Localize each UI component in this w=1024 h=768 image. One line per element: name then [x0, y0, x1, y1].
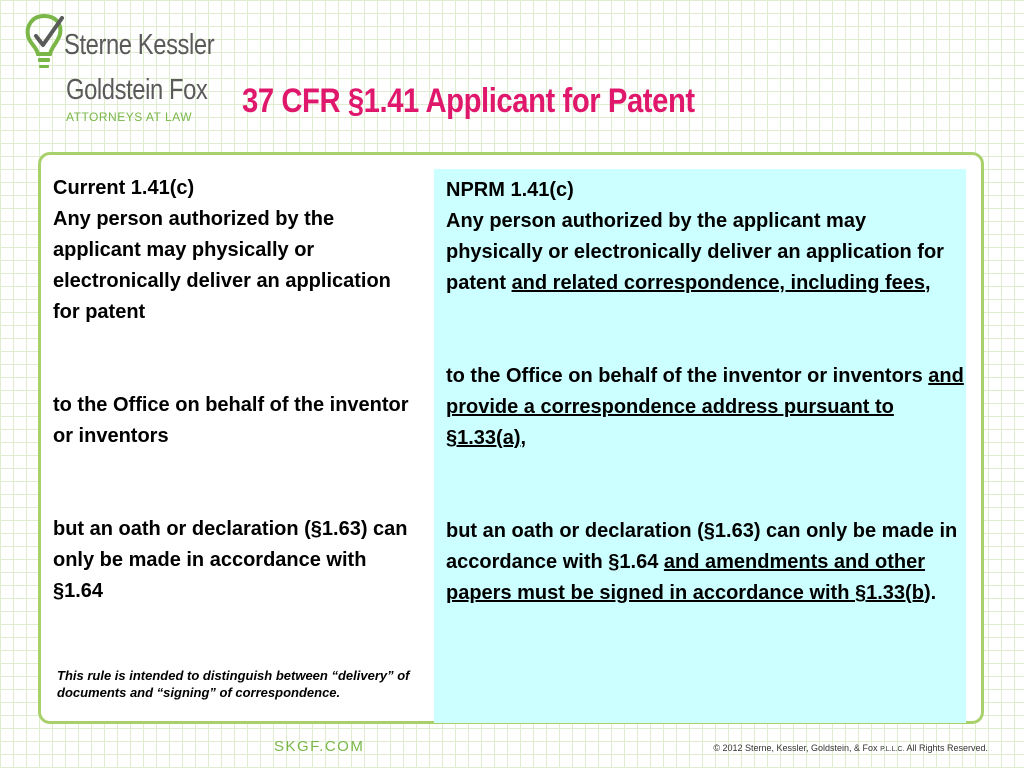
current-rule-text-3: but an oath or declaration (§1.63) can only be made in accordance with §1.64	[53, 518, 408, 602]
nprm-text-1-plain: Any person authorized by the applicant may physically or electronically deliver an application for patent	[446, 210, 944, 294]
nprm-text-3-end: ).	[923, 582, 937, 604]
copyright-entity: P.L.L.C.	[880, 746, 905, 753]
nprm-text-3-plain: but an oath or declaration (§1.63) can only be made in accordance with §1.64	[446, 520, 958, 573]
rule-note: This rule is intended to distinguish between “delivery” of documents and “signing” of correspondence.	[57, 668, 410, 700]
nprm-rule-heading: NPRM 1.41(c)	[446, 179, 574, 201]
content-frame	[38, 152, 984, 724]
nprm-rule-column	[434, 169, 966, 723]
lightbulb-check-icon	[24, 12, 68, 72]
nprm-text-1-end: ,	[925, 272, 931, 294]
copyright-rights: All Rights Reserved.	[904, 743, 988, 753]
current-rule-text-1: Any person authorized by the applicant may physically or electronically deliver an application for patent	[53, 208, 391, 323]
slide-title: 37 CFR §1.41 Applicant for Patent	[242, 82, 695, 120]
logo-subtitle: ATTORNEYS AT LAW	[66, 110, 193, 124]
nprm-rule-text-3	[446, 516, 966, 609]
nprm-text-1-underlined: and related correspondence, including fees	[511, 272, 925, 294]
nprm-text-3-underlined: and amendments and other papers must be signed in accordance with	[446, 551, 926, 604]
nprm-rule-text-1	[446, 206, 966, 299]
logo-line-2: Goldstein Fox	[66, 74, 208, 106]
current-rule-column	[53, 173, 421, 723]
logo-line-1: Sterne Kessler	[64, 29, 215, 61]
copyright-text: © 2012 Sterne, Kessler, Goldstein, & Fox	[713, 743, 881, 753]
nprm-text-3-citation: §1.33(b	[855, 582, 924, 604]
nprm-text-2-underlined: and provide a correspondence address pursuant to	[446, 365, 964, 418]
footer-url: SKGF.COM	[274, 738, 365, 755]
nprm-rule-text-2	[446, 361, 966, 454]
current-rule-heading: Current 1.41(c)	[53, 177, 195, 199]
nprm-text-2-citation: §1.33(a),	[446, 427, 527, 449]
current-rule-text-2: to the Office on behalf of the inventor or inventors	[53, 394, 409, 447]
firm-logo	[24, 12, 214, 130]
footer-copyright	[713, 743, 988, 753]
nprm-text-2-plain: to the Office on behalf of the inventor or inventors	[446, 365, 929, 387]
